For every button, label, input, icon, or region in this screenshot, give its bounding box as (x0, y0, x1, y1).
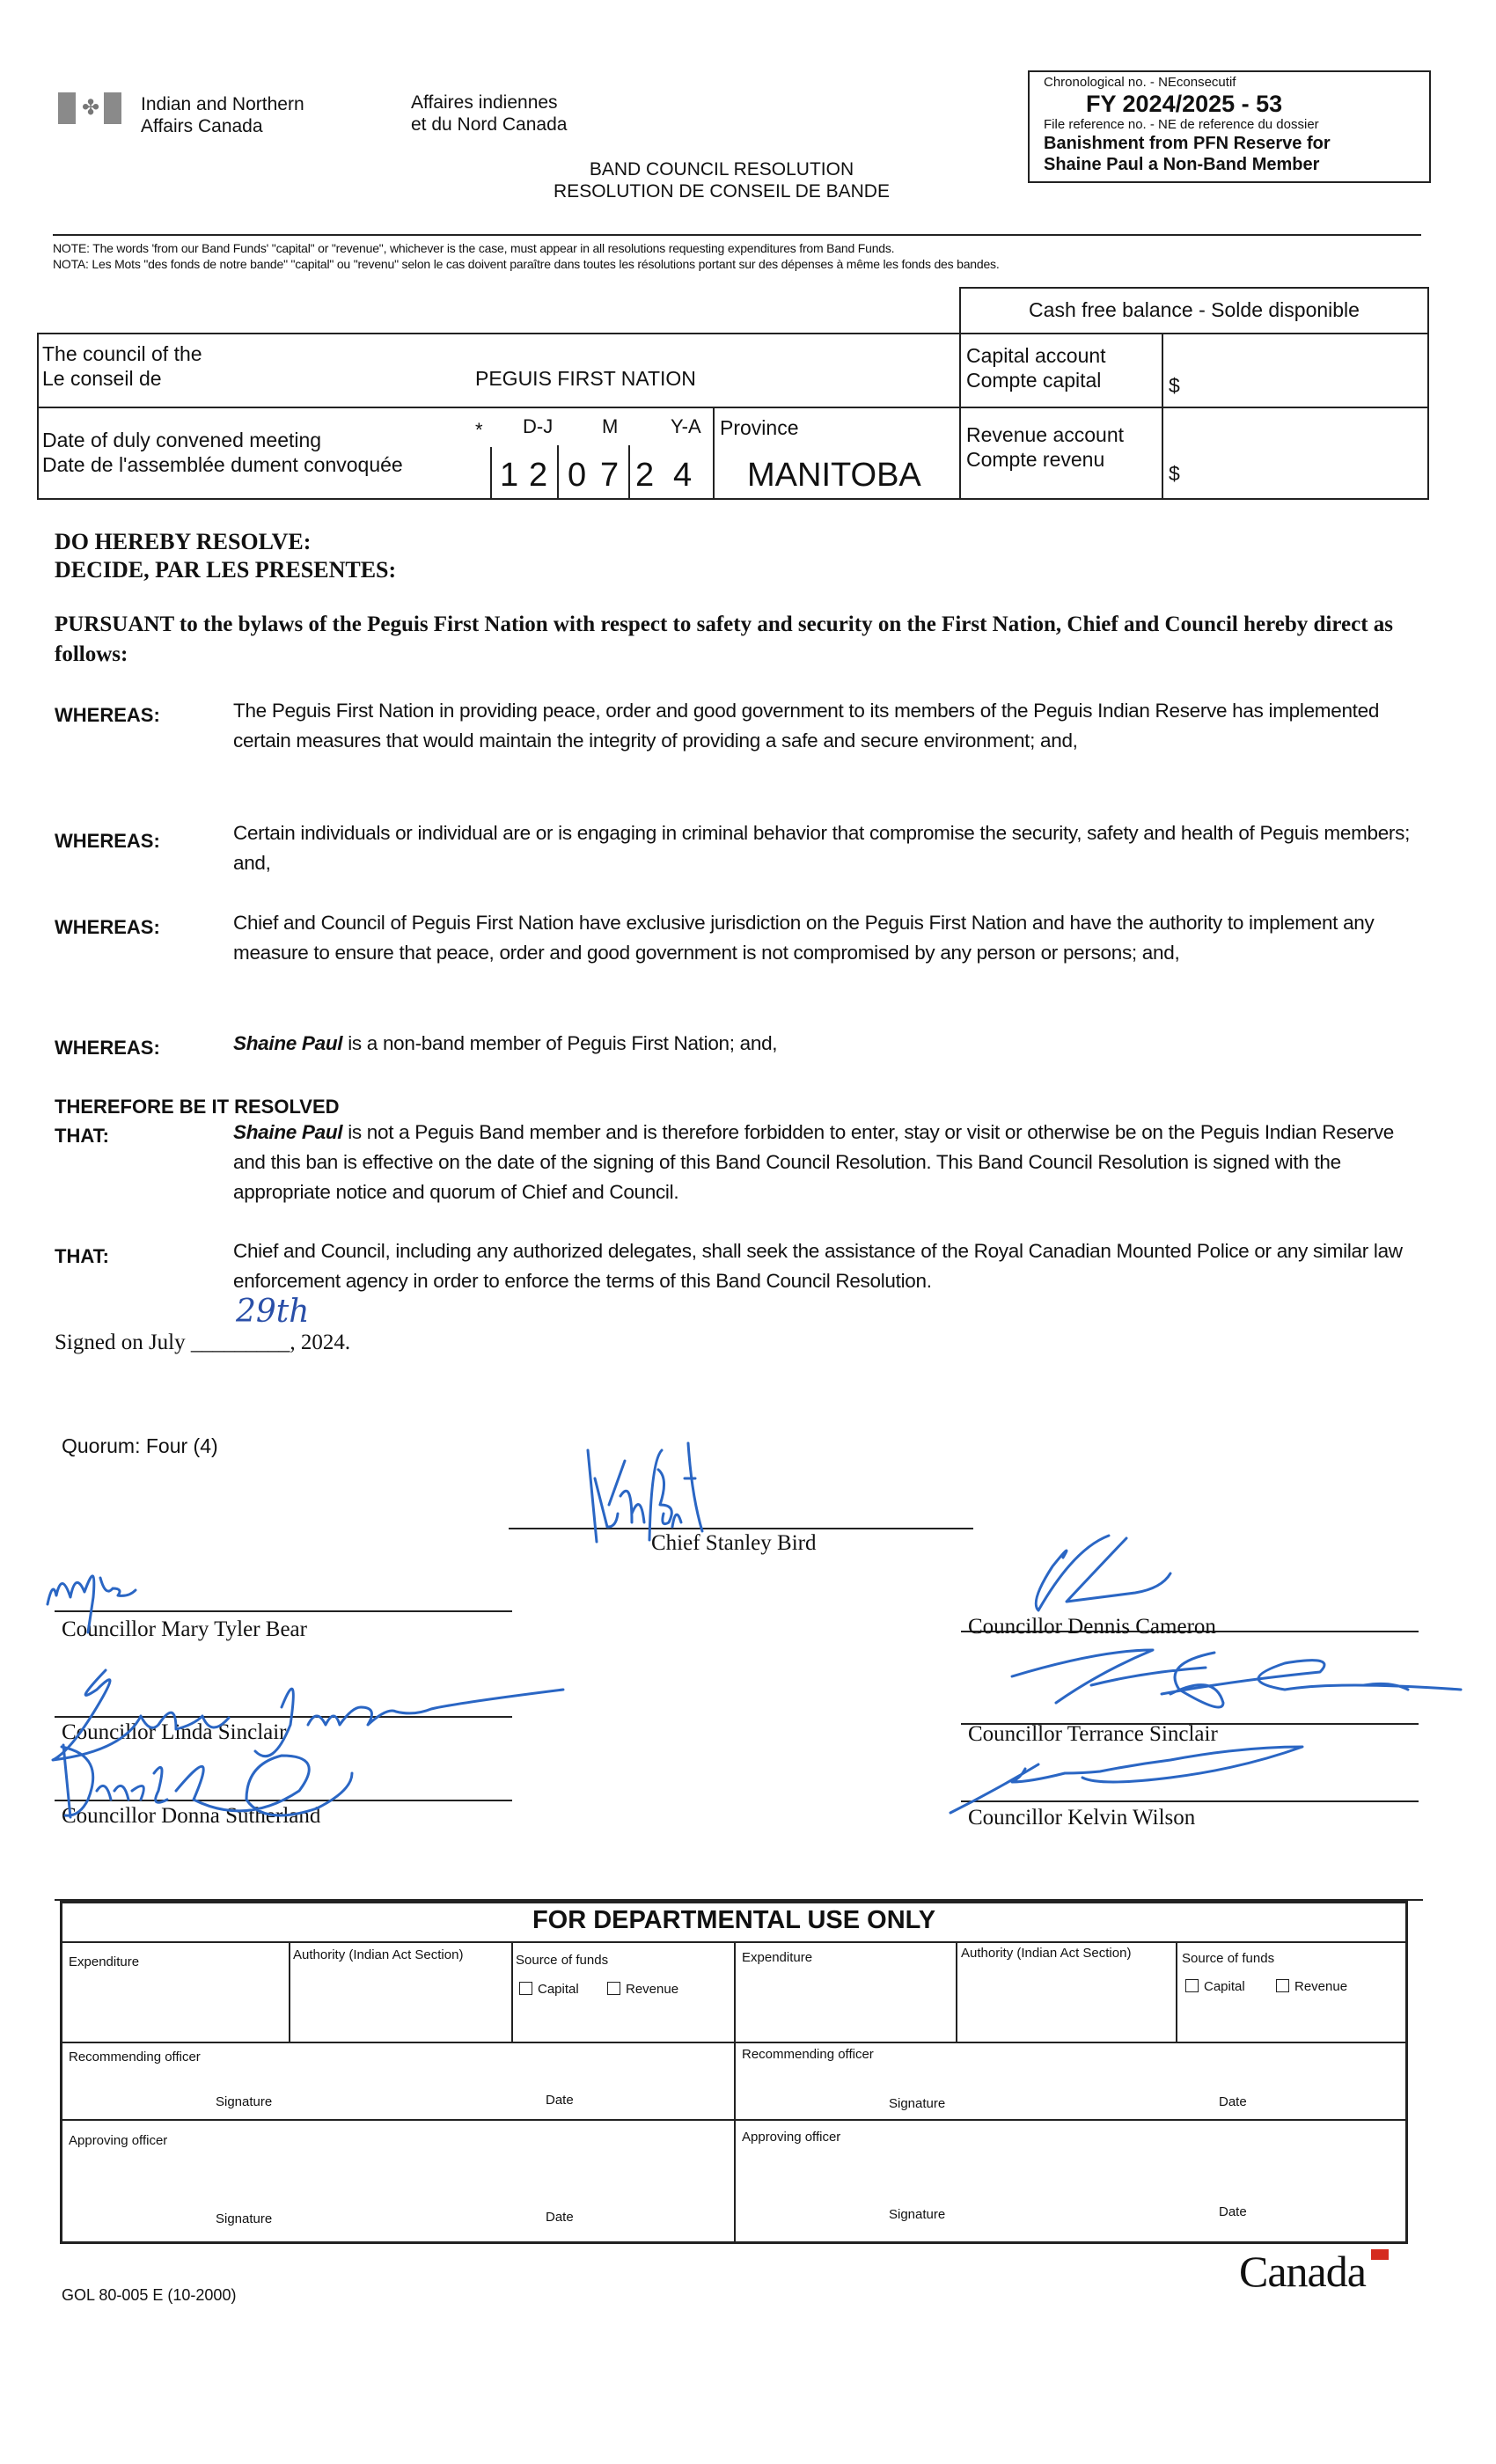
header-divider (53, 234, 1421, 236)
canada-flag-icon: ✤ (58, 92, 123, 124)
councillor-name: Councillor Linda Sinclair (62, 1720, 287, 1744)
month-header: M (602, 415, 619, 437)
recommending-officer-label: Recommending officer (742, 2047, 874, 2062)
col-divider (1162, 333, 1163, 500)
councillor-signature (1021, 1531, 1214, 1619)
revenue-checkbox-label: Revenue (1294, 1979, 1348, 1994)
councillor-name: Councillor Terrance Sinclair (968, 1722, 1218, 1746)
day-digit-1[interactable]: 1 (500, 457, 519, 494)
department-name-fr (411, 92, 567, 136)
year-digit-1[interactable]: 2 (635, 457, 655, 494)
col-divider (959, 333, 961, 500)
authority-label: Authority (Indian Act Section) (293, 1947, 464, 1962)
subject-name: Shaine Paul (233, 1032, 343, 1054)
signature-label: Signature (216, 2094, 273, 2109)
handwritten-day-text: 29th (236, 1294, 310, 1330)
that-text: Chief and Council, including any authorized delegates, shall seek the assistance of the Royal Canadian Mounted Police or any similar law enforcement agency in order to enforce the terms of this Band Council Resolution. (233, 1240, 1403, 1292)
subject-name: Shaine Paul (233, 1121, 343, 1143)
councillor-name: Councillor Dennis Cameron (968, 1615, 1216, 1639)
dept-col-divider (1176, 1941, 1177, 2042)
whereas-text (233, 1029, 1412, 1059)
capital-label-fr: Compte capital (966, 369, 1102, 392)
council-label (42, 341, 202, 391)
councillor-signature (53, 1738, 405, 1826)
meeting-label-fr: Date de l'assemblée dument convoquée (42, 453, 403, 476)
date-label: Date (1219, 2204, 1247, 2219)
canada-wordmark-text: Canada (1239, 2247, 1366, 2296)
whereas-label: WHEREAS: (55, 1037, 160, 1059)
councillor-name: Councillor Mary Tyler Bear (62, 1617, 307, 1641)
approving-officer-label: Approving officer (69, 2133, 168, 2148)
canada-wordmark (1239, 2246, 1366, 2302)
dept-en-line1: Indian and Northern (141, 94, 304, 114)
capital-amount-field[interactable]: $ (1169, 374, 1180, 397)
dept-en-line2: Affairs Canada (141, 116, 263, 136)
province-divider (713, 407, 715, 500)
source-of-funds-label: Source of funds (516, 1953, 609, 1968)
province-header: Province (720, 416, 799, 439)
form-title (493, 158, 950, 202)
whereas-label: WHEREAS: (55, 704, 160, 726)
day-header: D-J (523, 415, 554, 437)
capital-checkbox[interactable] (519, 1982, 579, 1997)
signed-suffix: , 2024. (290, 1331, 351, 1354)
chief-signature (581, 1443, 792, 1549)
meeting-label-en: Date of duly convened meeting (42, 429, 322, 451)
that-label: THAT: (55, 1125, 109, 1147)
dept-center-divider (734, 1941, 736, 2244)
handwritten-day (236, 1294, 309, 1330)
row-divider (37, 407, 1429, 408)
dept-fr-line1: Affaires indiennes (411, 92, 558, 113)
canada-flag-icon (1371, 2249, 1389, 2260)
date-label: Date (546, 2210, 574, 2225)
capital-checkbox-label: Capital (1204, 1979, 1245, 1994)
signature-label: Signature (889, 2096, 946, 2111)
whereas-text: Certain individuals or individual are or is engaging in criminal behavior that compromise the security, safety and health of Peguis members; and, (233, 822, 1411, 874)
signature-label: Signature (889, 2207, 946, 2222)
date-divider (628, 445, 630, 500)
whereas-text: Chief and Council of Peguis First Nation have exclusive jurisdiction on the Peguis First Nation and have the authority to implement any measure to ensure that peace, order and good government is not compromised by any person or persons; and, (233, 912, 1375, 964)
date-label: Date (546, 2093, 574, 2108)
resolve-fr: DECIDE, PAR LES PRESENTES: (55, 557, 397, 583)
chronological-box (1028, 70, 1431, 183)
revenue-label-fr: Compte revenu (966, 448, 1105, 471)
capital-label-en: Capital account (966, 344, 1106, 367)
signed-prefix: Signed on July (55, 1331, 191, 1354)
checkbox-icon[interactable] (1276, 1979, 1289, 1992)
pursuant-rest: to the bylaws of the Peguis First Nation with respect to safety and security on the First Nation, Chief and Council hereby direct as follows: (55, 612, 1394, 666)
checkbox-icon[interactable] (607, 1982, 620, 1995)
cash-balance-header-cell (959, 287, 1429, 334)
councillor-name: Councillor Kelvin Wilson (968, 1806, 1196, 1830)
capital-checkbox[interactable] (1185, 1979, 1245, 1994)
revenue-checkbox[interactable] (1276, 1979, 1347, 1994)
councillor-signature (942, 1738, 1338, 1826)
signed-date-line (55, 1331, 350, 1355)
revenue-checkbox[interactable] (607, 1982, 678, 1997)
departmental-title: FOR DEPARTMENTAL USE ONLY (532, 1906, 936, 1934)
signature-label: Signature (216, 2211, 273, 2226)
whereas-text-rest: is a non-band member of Peguis First Nation; and, (342, 1032, 778, 1054)
year-digit-2[interactable]: 4 (673, 457, 693, 494)
pursuant-lead: PURSUANT (55, 612, 174, 636)
recommending-officer-label: Recommending officer (69, 2050, 201, 2064)
whereas-label: WHEREAS: (55, 916, 160, 938)
date-divider (557, 445, 559, 500)
dept-col-divider (289, 1941, 290, 2042)
checkbox-icon[interactable] (519, 1982, 532, 1995)
date-divider (490, 447, 492, 500)
dept-fr-line2: et du Nord Canada (411, 114, 568, 135)
note-fr: NOTA: Les Mots "des fonds de notre bande" "capital" ou "revenu" selon le cas doivent paraître dans toutes les résolutions portant sur des dépenses à même les fonds des bandes. (53, 257, 1000, 271)
province-field[interactable]: MANITOBA (747, 457, 921, 494)
revenue-account-label (966, 422, 1124, 472)
asterisk-marker: * (475, 419, 483, 441)
council-label-fr: Le conseil de (42, 367, 162, 390)
file-ref-value-line2[interactable]: Shaine Paul a Non-Band Member (1044, 155, 1320, 174)
chief-name: Chief Stanley Bird (651, 1531, 817, 1555)
councillor-signature (968, 1637, 1496, 1725)
date-label: Date (1219, 2094, 1247, 2109)
note-en: NOTE: The words 'from our Band Funds' "capital" or "revenue", whichever is the case, must appear in all resolutions requesting expenditures from Band Funds. (53, 241, 895, 255)
that-label: THAT: (55, 1245, 109, 1267)
therefore-heading: THEREFORE BE IT RESOLVED (55, 1096, 340, 1118)
resolve-en: DO HEREBY RESOLVE: (55, 529, 312, 554)
meeting-date-label (42, 428, 403, 477)
councillor-name: Councillor Donna Sutherland (62, 1804, 321, 1828)
chrono-value[interactable]: FY 2024/2025 - 53 (1086, 91, 1283, 117)
checkbox-icon[interactable] (1185, 1979, 1199, 1992)
form-code: GOL 80-005 E (10-2000) (62, 2286, 237, 2304)
year-header: Y-A (671, 415, 701, 437)
council-value-field[interactable]: PEGUIS FIRST NATION (475, 367, 696, 390)
pursuant-paragraph (55, 610, 1436, 670)
capital-account-label (966, 343, 1106, 392)
council-label-en: The council of the (42, 342, 202, 365)
source-of-funds-label: Source of funds (1182, 1951, 1275, 1966)
revenue-amount-field[interactable]: $ (1169, 462, 1180, 485)
revenue-label-en: Revenue account (966, 423, 1125, 446)
month-digit-2[interactable]: 7 (600, 457, 620, 494)
day-digit-2[interactable]: 2 (529, 457, 548, 494)
file-ref-value-line1[interactable]: Banishment from PFN Reserve for (1044, 134, 1331, 153)
whereas-text: The Peguis First Nation in providing peace, order and good government to its members of the Peguis Indian Reserve has implemented certain measures that would maintain the integrity of providing a safe and secure environment; and, (233, 700, 1380, 752)
chrono-label: Chronological no. - NEconsecutif (1044, 75, 1236, 90)
dept-col-divider (956, 1941, 957, 2042)
that-text (233, 1118, 1412, 1207)
approving-officer-label: Approving officer (742, 2130, 841, 2145)
notes (53, 240, 1426, 272)
resolve-heading (55, 528, 396, 584)
whereas-label: WHEREAS: (55, 830, 160, 852)
form-title-fr: RESOLUTION DE CONSEIL DE BANDE (554, 181, 890, 202)
form-title-en: BAND COUNCIL RESOLUTION (589, 159, 854, 180)
dept-col-divider (511, 1941, 513, 2042)
cash-balance-header: Cash free balance - Solde disponible (1029, 298, 1360, 321)
quorum-text: Quorum: Four (4) (62, 1434, 218, 1457)
revenue-checkbox-label: Revenue (626, 1982, 679, 1997)
month-digit-1[interactable]: 0 (568, 457, 587, 494)
capital-checkbox-label: Capital (538, 1982, 579, 1997)
expenditure-label: Expenditure (742, 1950, 813, 1965)
that-text-rest: is not a Peguis Band member and is therefore forbidden to enter, stay or visit or otherwise be on the Peguis Indian Reserve and this ban is effective on the date of the signing of this Band Council Resolution. This Band Council Resolution is signed with the appropriate notice and quorum of Chief and Council. (233, 1121, 1394, 1203)
signed-day-blank[interactable]: _________ (190, 1331, 290, 1354)
authority-label: Authority (Indian Act Section) (961, 1946, 1132, 1961)
department-name-en (141, 93, 304, 137)
expenditure-label: Expenditure (69, 1954, 140, 1969)
councillor-signature (44, 1562, 167, 1641)
file-ref-label: File reference no. - NE de reference du dossier (1044, 117, 1319, 132)
